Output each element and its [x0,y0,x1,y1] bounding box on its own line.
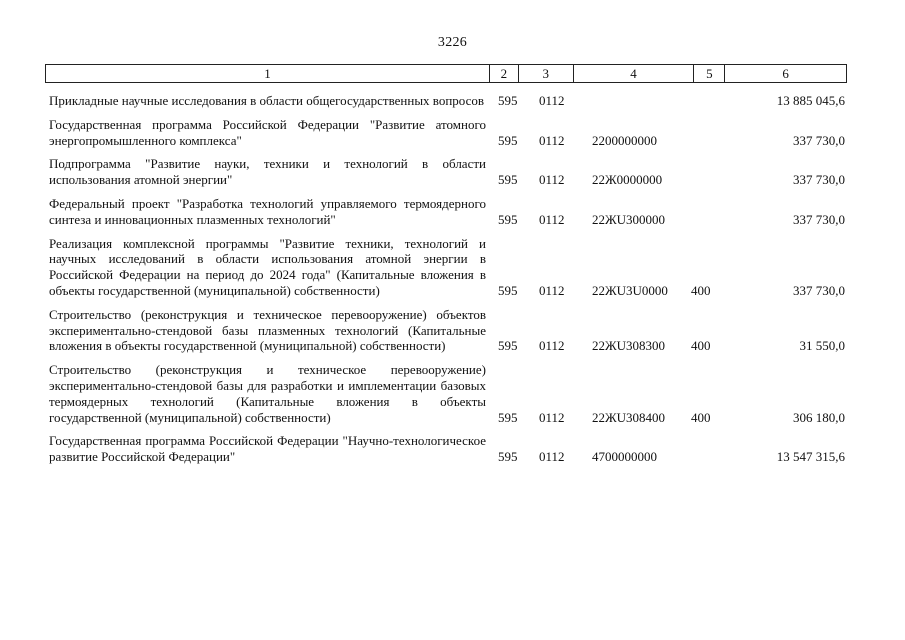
row-col-6: 13 885 045,6 [776,93,845,108]
row-col-4: 22ЖU300000 [592,211,666,227]
row-description: Строительство (реконструкция и техническое перевооружение) объектов экспериментально-стендовой базы плазменных технологий (Капитальные вложения в объекты государственной (муниципальной) собственности) [49,306,486,354]
row-col-6: 306 180,0 [793,409,845,425]
row-col-6: 13 547 315,6 [776,449,845,465]
table-body [0,93,905,473]
table-row [0,196,905,228]
page-number: 3226 [437,35,468,50]
header-col-1: 1 [46,65,490,82]
row-col-6: 337 730,0 [793,172,845,188]
row-description: Строительство (реконструкция и техническое перевооружение) экспериментально-стендовой базы для разработки и имплементации базовых термоядерных технологий (Капитальные вложения в объекты государственной (муниципальной) собственности) [49,362,486,425]
row-col-5: 400 [691,338,711,354]
row-col-5: 400 [691,282,711,298]
table-header [45,64,847,83]
row-col-6: 337 730,0 [793,211,845,227]
row-col-2: 595 [498,93,518,108]
row-col-3: 0112 [539,409,565,425]
table-row [0,362,905,425]
header-col-2: 2 [490,65,519,82]
table-row [0,433,905,465]
header-col-6: 6 [782,66,789,81]
row-col-6: 31 550,0 [799,338,845,354]
row-col-2: 595 [498,172,518,188]
row-col-4: 22ЖU308400 [592,409,666,425]
row-col-6: 337 730,0 [793,282,845,298]
row-col-2: 595 [498,409,518,425]
table-row [0,117,905,149]
table-row [0,236,905,299]
row-col-5: 400 [691,409,711,425]
header-col-5: 5 [694,65,725,82]
row-col-3: 0112 [539,172,565,188]
row-description: Государственная программа Российской Федерации "Развитие атомного энергопромышленного комплекса" [49,116,486,148]
table-row [0,93,905,109]
row-col-3: 0112 [539,93,565,108]
row-col-4: 22Ж0000000 [592,172,663,188]
row-description: Подпрограмма "Развитие науки, техники и технологий в области использования атомной энергии" [49,156,486,188]
row-col-3: 0112 [539,338,565,354]
header-col-4: 4 [574,65,695,82]
row-col-3: 0112 [539,132,565,148]
row-col-4: 22ЖU308300 [592,338,666,354]
row-col-3: 0112 [539,211,565,227]
table-row [0,307,905,354]
row-col-3: 0112 [539,449,565,465]
table-row [0,156,905,188]
row-col-4: 4700000000 [592,449,657,465]
row-col-2: 595 [498,338,518,354]
row-col-3: 0112 [539,282,565,298]
row-col-2: 595 [498,211,518,227]
row-col-2: 595 [498,282,518,298]
row-col-2: 595 [498,449,518,465]
row-description: Прикладные научные исследования в области общегосударственных вопросов [49,93,485,108]
row-col-4: 2200000000 [592,132,657,148]
row-description: Государственная программа Российской Федерации "Научно-технологическое развитие Российской Федерации" [49,433,486,465]
row-col-2: 595 [498,132,518,148]
row-col-4: 22ЖU3U0000 [592,282,668,298]
row-col-6: 337 730,0 [793,132,845,148]
header-col-3: 3 [519,65,574,82]
row-description: Реализация комплексной программы "Развитие техники, технологий и научных исследований в области использования атомной энергии в Российской Федерации на период до 2024 года" (Капитальные вложения в объекты государственной (муниципальной) собственности) [49,235,486,298]
row-description: Федеральный проект "Разработка технологий управляемого термоядерного синтеза и инновационных плазменных технологий" [49,195,486,227]
